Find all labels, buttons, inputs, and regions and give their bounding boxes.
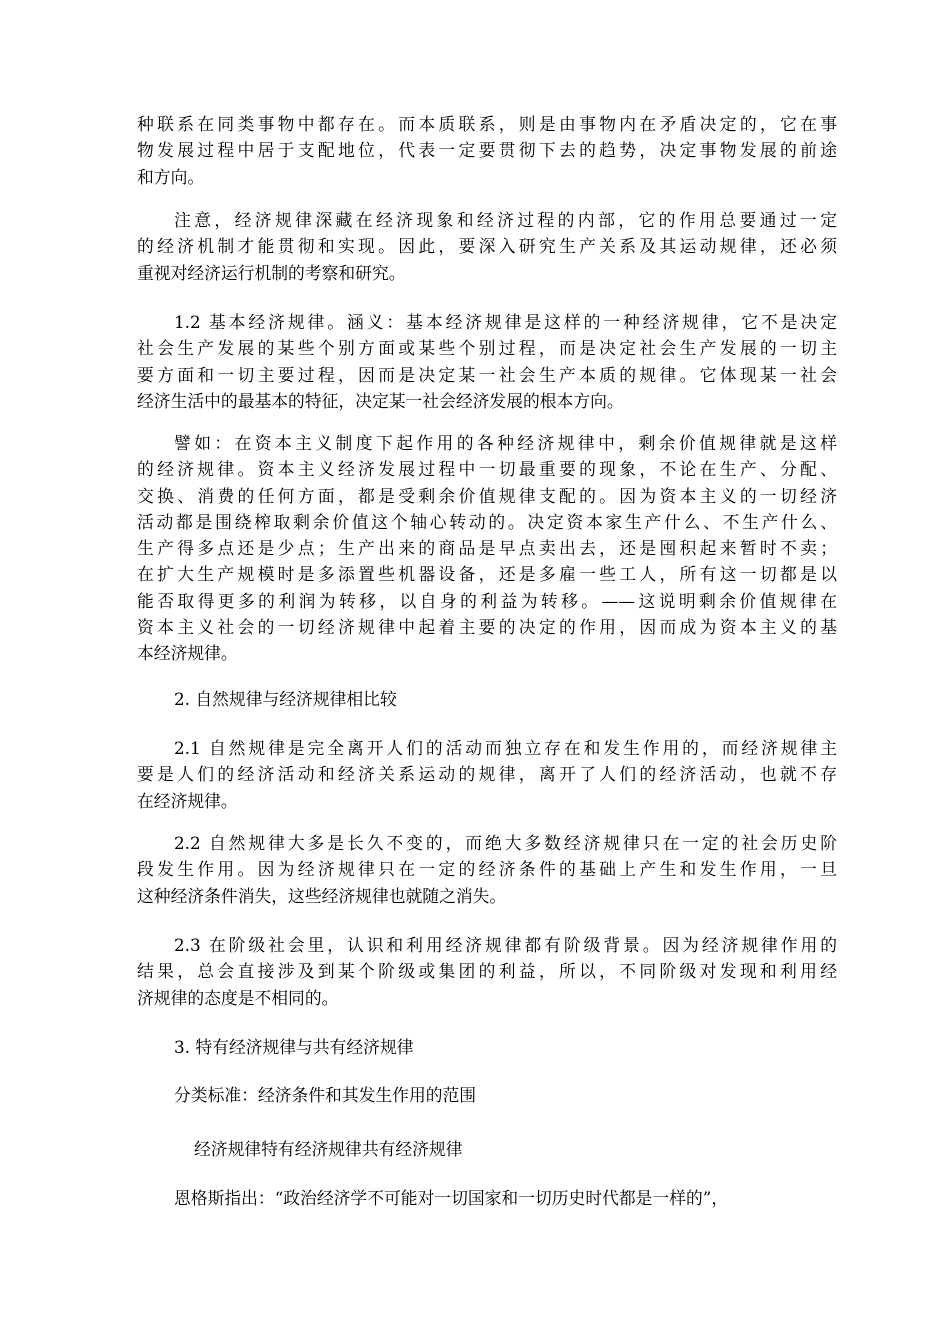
law-categories — [137, 1136, 837, 1162]
text-line: 重视对经济运行机制的考察和研究。 — [137, 262, 406, 283]
text-line: 的经济规律。资本主义经济发展过程中一切最重要的现象，不论在生产、分配、 — [137, 459, 837, 480]
text-line: 生产得多点还是少点；生产出来的商品是早点卖出去，还是囤积起来暂时不卖； — [137, 538, 837, 559]
section-heading-3 — [137, 1034, 837, 1060]
text-line: 注意，经济规律深藏在经济现象和经济过程的内部，它的作用总要通过一定 — [174, 210, 837, 230]
text-line: 2.1 自然规律是完全离开人们的活动而独立存在和发生作用的，而经济规律主 — [174, 738, 837, 758]
text-line: 要是人们的经济活动和经济关系运动的规律，离开了人们的经济活动，也就不存 — [137, 764, 837, 785]
text-line: 在经济规律。 — [137, 790, 238, 811]
paragraph-essential-connection — [137, 111, 837, 190]
text-line: 分类标准：经济条件和其发生作用的范围 — [174, 1085, 477, 1105]
text-line: 要方面和一切主要过程，因而是决定某一社会生产本质的规律。它体现某一社会 — [137, 364, 837, 385]
text-line: 譬如：在资本主义制度下起作用的各种经济规律中，剩余价值规律就是这样 — [174, 433, 837, 453]
paragraph-note — [137, 207, 837, 286]
text-line: 经济生活中的最基本的特征，决定某一社会经济发展的根本方向。 — [137, 390, 624, 411]
text-line: 3. 特有经济规律与共有经济规律 — [174, 1037, 414, 1057]
text-line: 2. 自然规律与经济规律相比较 — [174, 689, 397, 709]
text-line: 2.3 在阶级社会里，认识和利用经济规律都有阶级背景。因为经济规律作用的 — [174, 935, 837, 955]
classification-standard — [137, 1082, 837, 1108]
text-line: 经济规律特有经济规律共有经济规律 — [194, 1139, 463, 1159]
text-line: 这种经济条件消失，这些经济规律也就随之消失。 — [137, 885, 507, 906]
text-line: 恩格斯指出：“政治经济学不可能对一切国家和一切历史时代都是一样的”， — [174, 1188, 729, 1208]
text-line: 交换、消费的任何方面，都是受剩余价值规律支配的。因为资本主义的一切经济 — [137, 485, 837, 506]
text-line: 资本主义社会的一切经济规律中起着主要的决定的作用，因而成为资本主义的基 — [137, 617, 837, 638]
text-line: 种联系在同类事物中都存在。而本质联系，则是由事物内在矛盾决定的，它在事 — [137, 114, 837, 134]
paragraph-2-1 — [137, 735, 837, 814]
text-line: 济规律的态度是不相同的。 — [137, 987, 339, 1008]
text-line: 本经济规律。 — [137, 643, 238, 664]
text-line: 2.2 自然规律大多是长久不变的，而绝大多数经济规律只在一定的社会历史阶 — [174, 833, 837, 853]
text-line: 能否取得更多的利润为转移，以自身的利益为转移。——这说明剩余价值规律在 — [137, 590, 837, 611]
paragraph-basic-law — [137, 309, 837, 414]
paragraph-2-3 — [137, 932, 837, 1011]
paragraph-example — [137, 430, 837, 667]
text-line: 和方向。 — [137, 166, 205, 187]
text-line: 物发展过程中居于支配地位，代表一定要贯彻下去的趋势，决定事物发展的前途 — [137, 140, 837, 161]
text-line: 活动都是围绕榨取剩余价值这个轴心转动的。决定资本家生产什么、不生产什么、 — [137, 511, 837, 532]
paragraph-2-2 — [137, 830, 837, 909]
text-line: 社会生产发展的某些个别方面或某些个别过程，而是决定社会生产发展的一切主 — [137, 338, 837, 359]
text-line: 的经济机制才能贯彻和实现。因此，要深入研究生产关系及其运动规律，还必须 — [137, 236, 837, 257]
text-line: 段发生作用。因为经济规律只在一定的经济条件的基础上产生和发生作用，一旦 — [137, 859, 837, 880]
text-line: 结果，总会直接涉及到某个阶级或集团的利益，所以，不同阶级对发现和利用经 — [137, 961, 837, 982]
text-line: 1.2 基本经济规律。涵义：基本经济规律是这样的一种经济规律，它不是决定 — [174, 312, 837, 332]
text-line: 在扩大生产规模时是多添置些机器设备，还是多雇一些工人，所有这一切都是以 — [137, 564, 837, 585]
engels-quote — [137, 1185, 837, 1211]
section-heading-2 — [137, 686, 837, 712]
